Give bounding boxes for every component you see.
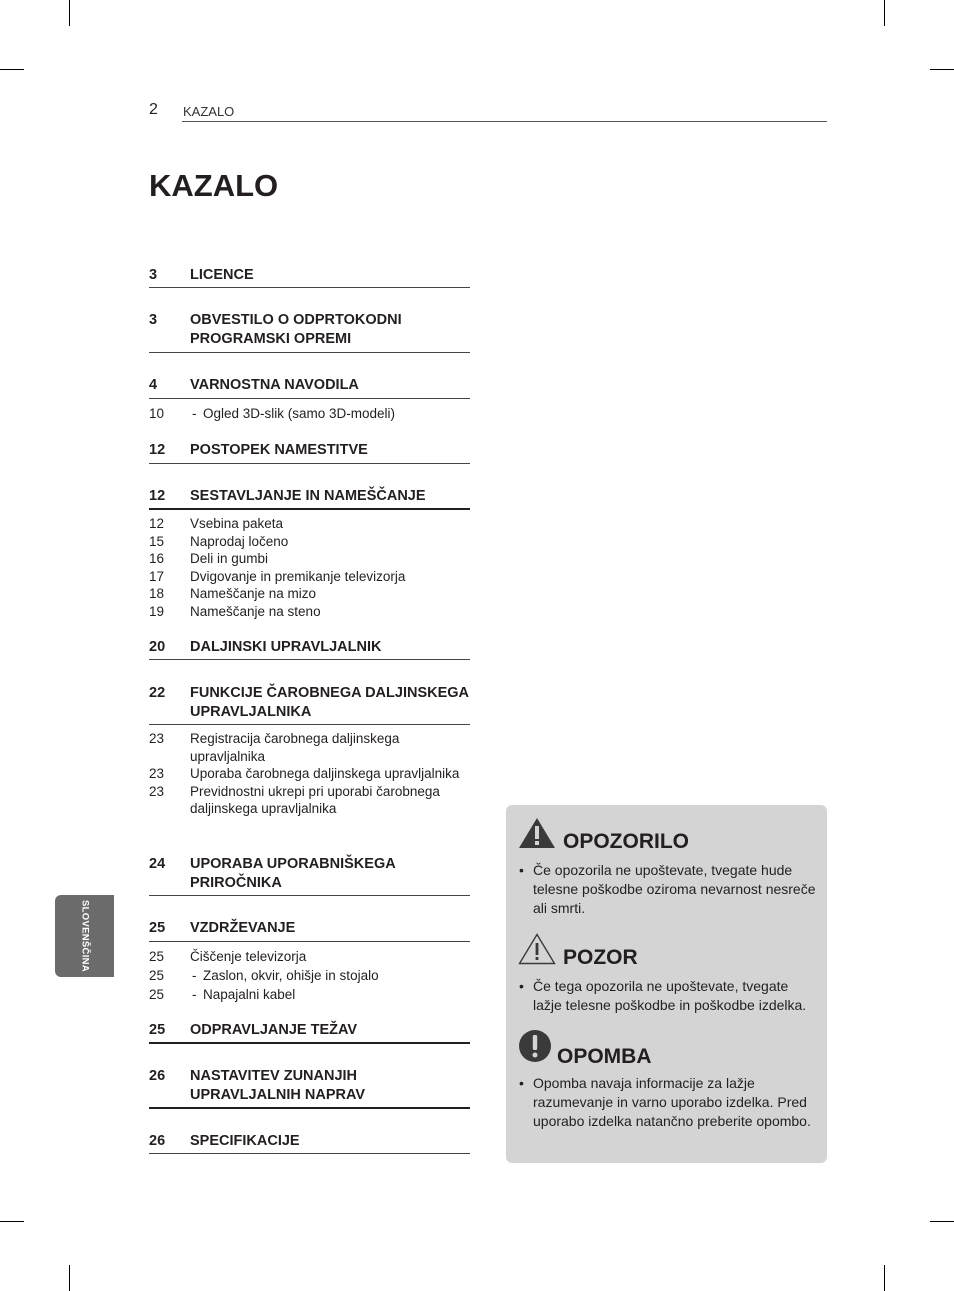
toc-rule — [149, 398, 470, 399]
toc-page-number: 23 — [149, 766, 165, 781]
toc-sub-title: Nameščanje na steno — [190, 603, 321, 619]
toc-section-title: DALJINSKI UPRAVLJALNIK — [190, 639, 382, 655]
toc-sub-title: Uporaba čarobnega daljinskega upravljalnika — [190, 766, 460, 781]
toc-page-number: 26 — [149, 1068, 166, 1084]
toc-sub-item[interactable]: 25 - Zaslon, okvir, ohišje in stojalo — [149, 966, 470, 985]
toc-sub-item[interactable]: 10 - Ogled 3D-slik (samo 3D-modeli) — [149, 405, 470, 423]
toc-sub-title: Vsebina paketa — [190, 516, 284, 531]
toc-page-number: 23 — [149, 783, 165, 799]
toc-section-title: POSTOPEK NAMESTITVE — [190, 442, 368, 458]
toc-sub-title: Ogled 3D-slik (samo 3D-modeli) — [203, 406, 396, 421]
toc-section-vzdrzevanje[interactable] — [149, 919, 470, 938]
header-rule — [182, 121, 827, 122]
running-title: KAZALO — [183, 104, 235, 119]
toc-rule — [149, 508, 470, 510]
toc-sub-item[interactable]: 25 - Napajalni kabel — [149, 985, 470, 1004]
toc-page-number: 26 — [149, 1133, 166, 1149]
warning-title: OPOZORILO — [563, 830, 689, 853]
warning-text-body: Če opozorila ne upoštevate, tvegate hude telesne poškodbe oziroma nevarnost nesreče ali smrti. — [533, 862, 816, 917]
caution-title: POZOR — [563, 946, 638, 969]
toc-page-number: 25 — [149, 968, 165, 983]
toc-section-varnostna[interactable] — [149, 376, 470, 395]
exclamation-circle-icon — [518, 1029, 552, 1063]
crop-mark — [0, 69, 24, 70]
toc-sub-list — [149, 405, 470, 423]
toc-section-title: FUNKCIJE ČAROBNEGA DALJINSKEGA UPRAVLJALNIKA — [190, 685, 469, 720]
caution-text: • Če tega opozorila ne upoštevate, tvegate lažje telesne poškodbe in poškodbe izdelka. — [519, 977, 819, 1015]
crop-mark — [930, 1221, 954, 1222]
toc-page-number: 3 — [149, 312, 158, 328]
toc-rule — [149, 941, 470, 942]
toc-section-licence[interactable] — [149, 266, 470, 285]
toc-page-number: 25 — [149, 987, 165, 1002]
toc-rule — [149, 1107, 470, 1109]
toc-sub-title: Naprodaj ločeno — [190, 533, 289, 549]
note-text: • Opomba navaja informacije za lažje razumevanje in varno uporabo izdelka. Pred uporabo izdelka natančno preberite opombo. — [519, 1074, 819, 1132]
crop-mark — [0, 1221, 24, 1222]
toc-sub-title: Napajalni kabel — [203, 987, 296, 1002]
toc-section-title: OBVESTILO O ODPRTOKODNI PROGRAMSKI OPREMI — [190, 312, 402, 347]
toc-sub-title: Čiščenje televizorja — [190, 949, 307, 964]
toc-rule — [149, 463, 470, 464]
caution-text-body: Če tega opozorila ne upoštevate, tvegate lažje telesne poškodbe in poškodbe izdelka. — [533, 978, 807, 1014]
toc-section-title: NASTAVITEV ZUNANJIH UPRAVLJALNIH NAPRAV — [190, 1068, 366, 1103]
toc-section-funkcije[interactable] — [149, 684, 470, 722]
warning-icon — [518, 817, 556, 849]
crop-mark — [884, 1265, 885, 1291]
toc-section-title: LICENCE — [190, 267, 254, 283]
toc-page-number: 10 — [149, 406, 165, 421]
toc-page-number: 17 — [149, 568, 165, 584]
toc-section-title: ODPRAVLJANJE TEŽAV — [190, 1022, 358, 1038]
toc-sub-item[interactable] — [149, 550, 470, 568]
toc-section-daljinski[interactable] — [149, 638, 470, 657]
toc-rule — [149, 287, 470, 288]
toc-rule — [149, 724, 470, 725]
crop-mark — [884, 0, 885, 26]
crop-mark — [69, 1265, 70, 1291]
toc-page-number: 16 — [149, 551, 165, 566]
toc-sub-item[interactable] — [149, 783, 470, 818]
toc-sub-title: Dvigovanje in premikanje televizorja — [190, 568, 406, 584]
toc-rule — [149, 1042, 470, 1044]
page-title: KAZALO — [149, 168, 279, 203]
toc-section-title: VARNOSTNA NAVODILA — [190, 377, 359, 393]
toc-page-number: 25 — [149, 920, 166, 936]
toc-sub-list — [149, 730, 470, 818]
page-number: 2 — [149, 101, 158, 118]
crop-mark — [69, 0, 70, 26]
toc-section-title: SPECIFIKACIJE — [190, 1133, 300, 1149]
toc-section-odpravljanje[interactable] — [149, 1021, 470, 1040]
crop-mark — [930, 69, 954, 70]
toc-sub-item[interactable] — [149, 533, 470, 551]
toc-page-number: 3 — [149, 267, 158, 283]
toc-sub-item[interactable] — [149, 730, 470, 765]
toc-section-title: UPORABA UPORABNIŠKEGA PRIROČNIKA — [190, 856, 396, 891]
toc-page-number: 23 — [149, 731, 165, 746]
toc-sub-title: Zaslon, okvir, ohišje in stojalo — [203, 968, 379, 983]
toc-page-number: 15 — [149, 533, 165, 549]
toc-section-sestavljanje[interactable] — [149, 487, 470, 506]
toc-section-title: VZDRŽEVANJE — [190, 920, 296, 936]
note-text-body: Opomba navaja informacije za lažje razumevanje in varno uporabo izdelka. Pred uporabo izdelka natančno preberite opombo. — [533, 1075, 811, 1130]
toc-rule — [149, 895, 470, 896]
toc-section-specifikacije[interactable] — [149, 1132, 470, 1151]
language-tab — [55, 895, 114, 977]
toc-page-number: 19 — [149, 603, 165, 619]
toc-page-number: 4 — [149, 377, 158, 393]
toc-rule — [149, 1153, 470, 1154]
toc-section-postopek[interactable] — [149, 441, 470, 460]
toc-section-uporaba[interactable] — [149, 855, 470, 893]
toc-page-number: 24 — [149, 856, 166, 872]
toc-sub-item[interactable] — [149, 947, 470, 966]
toc-page-number: 25 — [149, 1022, 166, 1038]
toc-sub-title: Deli in gumbi — [190, 551, 269, 566]
toc-page-number: 12 — [149, 442, 166, 458]
toc-section-title: SESTAVLJANJE IN NAMEŠČANJE — [190, 488, 426, 504]
toc-sub-item[interactable] — [149, 568, 470, 586]
toc-sub-title: Previdnostni ukrepi pri uporabi čarobnega daljinskega upravljalnika — [190, 783, 440, 816]
toc-page-number: 18 — [149, 586, 165, 601]
toc-page-number: 12 — [149, 488, 166, 504]
toc-sub-item[interactable] — [149, 765, 470, 783]
toc-page-number: 22 — [149, 685, 166, 701]
toc-rule — [149, 352, 470, 353]
toc-page-number: 25 — [149, 949, 165, 964]
toc-sub-title: Registracija čarobnega daljinskega upravljalnika — [190, 731, 400, 764]
toc-sub-list — [149, 515, 470, 620]
note-title: OPOMBA — [557, 1045, 652, 1068]
toc-section-obvestilo[interactable] — [149, 311, 470, 349]
toc-sub-list — [149, 947, 470, 1004]
toc-section-nastavitev[interactable] — [149, 1067, 470, 1105]
toc-sub-title: Nameščanje na mizo — [190, 586, 317, 601]
toc-rule — [149, 659, 470, 660]
toc-sub-item[interactable] — [149, 603, 470, 621]
language-tab-label: SLOVENŠČINA — [79, 900, 90, 972]
toc-page-number: 12 — [149, 516, 165, 531]
caution-icon — [518, 933, 556, 965]
toc-sub-item[interactable] — [149, 585, 470, 603]
toc-page-number: 20 — [149, 639, 166, 655]
toc-sub-item[interactable] — [149, 515, 470, 533]
notice-box — [506, 805, 827, 1163]
warning-text: • Če opozorila ne upoštevate, tvegate hude telesne poškodbe oziroma nevarnost nesreče ali smrti. — [519, 861, 819, 919]
